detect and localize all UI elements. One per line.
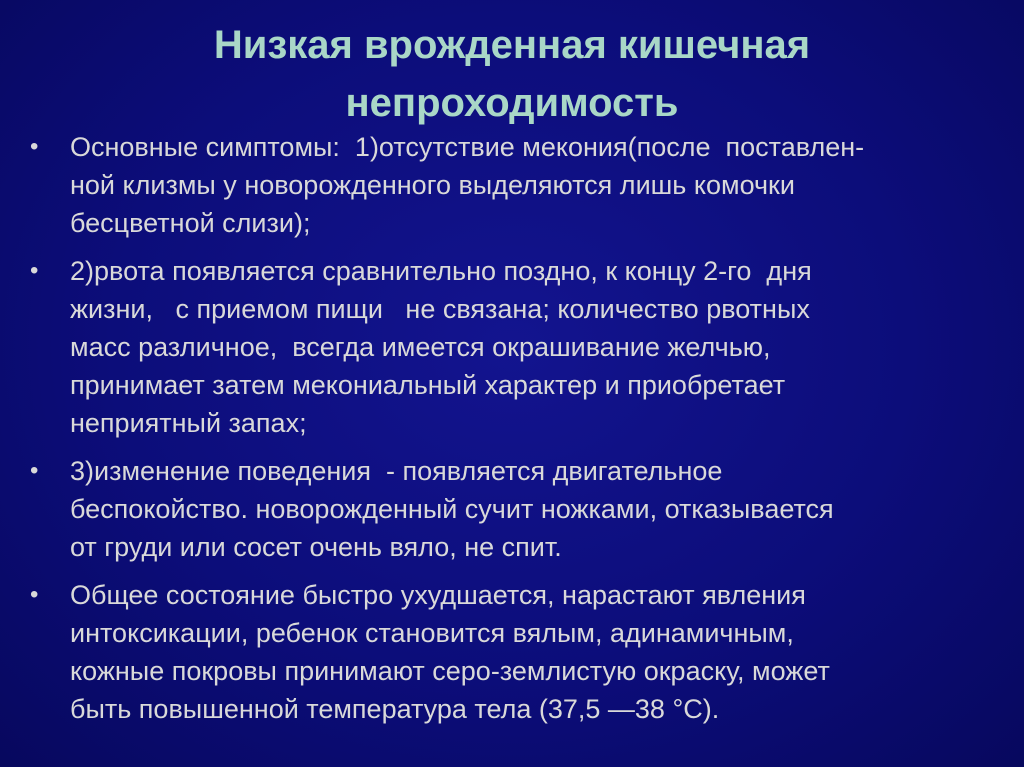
bullet-line: кожные покровы принимают серо-землистую окраску, может: [70, 656, 830, 686]
bullet-line: неприятный запах;: [70, 408, 307, 438]
slide-title: [0, 0, 1024, 132]
bullet-line: бесцветной слизи);: [70, 208, 311, 238]
bullet-dot-icon: •: [30, 133, 39, 160]
bullet-text: [70, 576, 1005, 728]
bullet-dot-icon: •: [30, 457, 39, 484]
bullet-item: [30, 576, 1005, 728]
bullet-line: жизни, с приемом пищи не связана; количество рвотных: [70, 294, 810, 324]
bullet-line: 3)изменение поведения - появляется двигательное: [70, 456, 723, 486]
bullet-line: беспокойство. новорожденный сучит ножками, отказывается: [70, 494, 834, 524]
bullet-text: [70, 252, 1005, 442]
bullet-line: ной клизмы у новорожденного выделяются лишь комочки: [70, 170, 795, 200]
bullet-line: быть повышенной температура тела (37,5 —38 °С).: [70, 694, 720, 724]
bullet-line: Основные симптомы: 1)отсутствие мекония(после поставлен-: [70, 132, 865, 162]
slide-title-line: Низкая врожденная кишечная: [213, 23, 811, 67]
bullet-dot-icon: •: [30, 257, 39, 284]
bullet-item: [30, 252, 1005, 442]
bullet-item: [30, 128, 1005, 242]
bullet-text: [70, 128, 1005, 242]
bullet-list: [30, 128, 1005, 738]
bullet-text: [70, 452, 1005, 566]
bullet-line: интоксикации, ребенок становится вялым, адинамичным,: [70, 618, 794, 648]
bullet-dot-icon: •: [30, 581, 39, 608]
bullet-line: от груди или сосет очень вяло, не спит.: [70, 532, 562, 562]
bullet-item: [30, 452, 1005, 566]
bullet-line: 2)рвота появляется сравнительно поздно, к концу 2-го дня: [70, 256, 812, 286]
bullet-line: Общее состояние быстро ухудшается, нарастают явления: [70, 580, 806, 610]
slide-title-line: непроходимость: [345, 81, 679, 125]
bullet-line: принимает затем мекониальный характер и приобретает: [70, 370, 786, 400]
bullet-line: масс различное, всегда имеется окрашивание желчью,: [70, 332, 771, 362]
